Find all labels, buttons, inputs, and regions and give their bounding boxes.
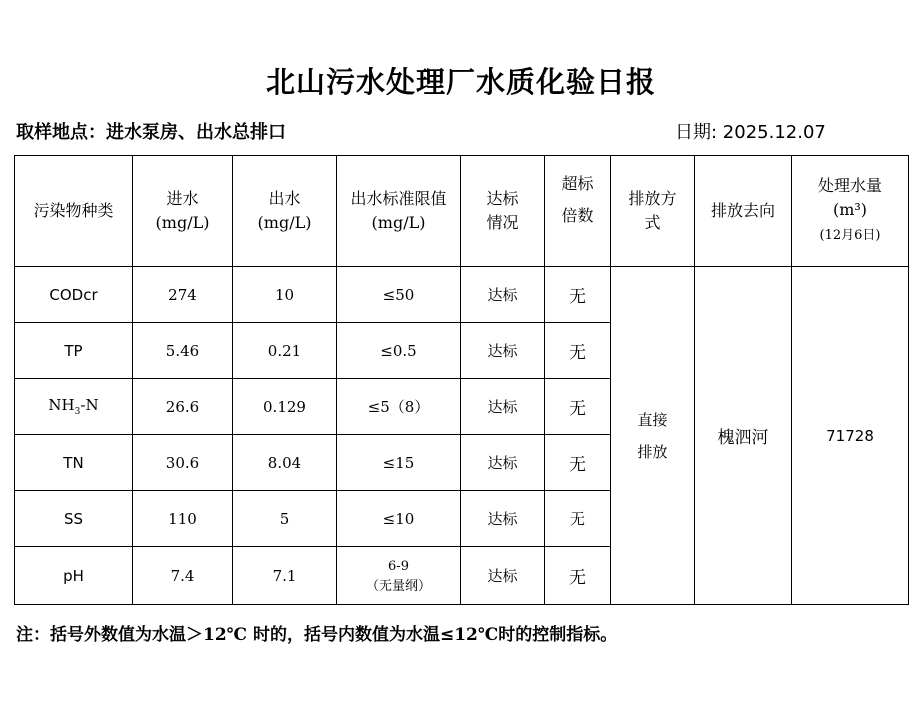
pollutant-cell: TN [15, 435, 133, 491]
exceed-cell: 无 [545, 547, 611, 605]
effluent-cell: 7.1 [233, 547, 337, 605]
pollutant-cell: $NH_3-N$ [15, 379, 133, 435]
header-limit: 出水标准限值 (mg/L) [337, 156, 461, 267]
influent-cell: 26.6 [133, 379, 233, 435]
influent-cell: 274 [133, 267, 233, 323]
volume-cell: 71728 [792, 267, 909, 605]
report-title: 北山污水处理厂水质化验日报 [265, 65, 656, 99]
status-cell: 达标 [461, 435, 545, 491]
pollutant-cell: CODcr [15, 267, 133, 323]
report-date: 日期: 2025.12.07 [675, 122, 826, 143]
header-volume: 处理水量 (m³) (12月6日) [792, 156, 909, 267]
limit-cell: ≤15 [337, 435, 461, 491]
discharge-mode-cell: 直接 排放 [611, 267, 695, 605]
effluent-cell: 0.129 [233, 379, 337, 435]
effluent-cell: 0.21 [233, 323, 337, 379]
water-quality-table [14, 155, 909, 605]
header-exceed: 超标 倍数 [545, 156, 611, 267]
pollutant-cell: SS [15, 491, 133, 547]
sampling-location: 取样地点：进水泵房、出水总排口 [16, 122, 286, 143]
influent-cell: 7.4 [133, 547, 233, 605]
limit-cell: ≤10 [337, 491, 461, 547]
limit-cell: ≤0.5 [337, 323, 461, 379]
header-effluent: 出水 (mg/L) [233, 156, 337, 267]
status-cell: 达标 [461, 491, 545, 547]
exceed-cell: 无 [545, 435, 611, 491]
limit-cell: ≤5（8） [337, 379, 461, 435]
exceed-cell: 无 [545, 323, 611, 379]
header-discharge-mode: 排放方 式 [611, 156, 695, 267]
influent-cell: 30.6 [133, 435, 233, 491]
status-cell: 达标 [461, 267, 545, 323]
header-destination: 排放去向 [695, 156, 792, 267]
influent-cell: 110 [133, 491, 233, 547]
effluent-cell: 5 [233, 491, 337, 547]
pollutant-cell: pH [15, 547, 133, 605]
limit-cell: 6-9 （无量纲） [337, 547, 461, 605]
effluent-cell: 10 [233, 267, 337, 323]
influent-cell: 5.46 [133, 323, 233, 379]
header-row [15, 156, 909, 267]
exceed-cell: 无 [545, 379, 611, 435]
pollutant-cell: TP [15, 323, 133, 379]
status-cell: 达标 [461, 323, 545, 379]
header-influent: 进水 (mg/L) [133, 156, 233, 267]
header-pollutant: 污染物种类 [15, 156, 133, 267]
effluent-cell: 8.04 [233, 435, 337, 491]
limit-cell: ≤50 [337, 267, 461, 323]
status-cell: 达标 [461, 547, 545, 605]
destination-cell: 槐泗河 [695, 267, 792, 605]
exceed-cell: 无 [545, 267, 611, 323]
footnote: 注：括号外数值为水温＞12℃ 时的，括号内数值为水温≤12℃时的控制指标。 [16, 625, 618, 645]
table-row [15, 267, 909, 323]
status-cell: 达标 [461, 379, 545, 435]
header-compliance: 达标 情况 [461, 156, 545, 267]
exceed-cell: 无 [545, 491, 611, 547]
